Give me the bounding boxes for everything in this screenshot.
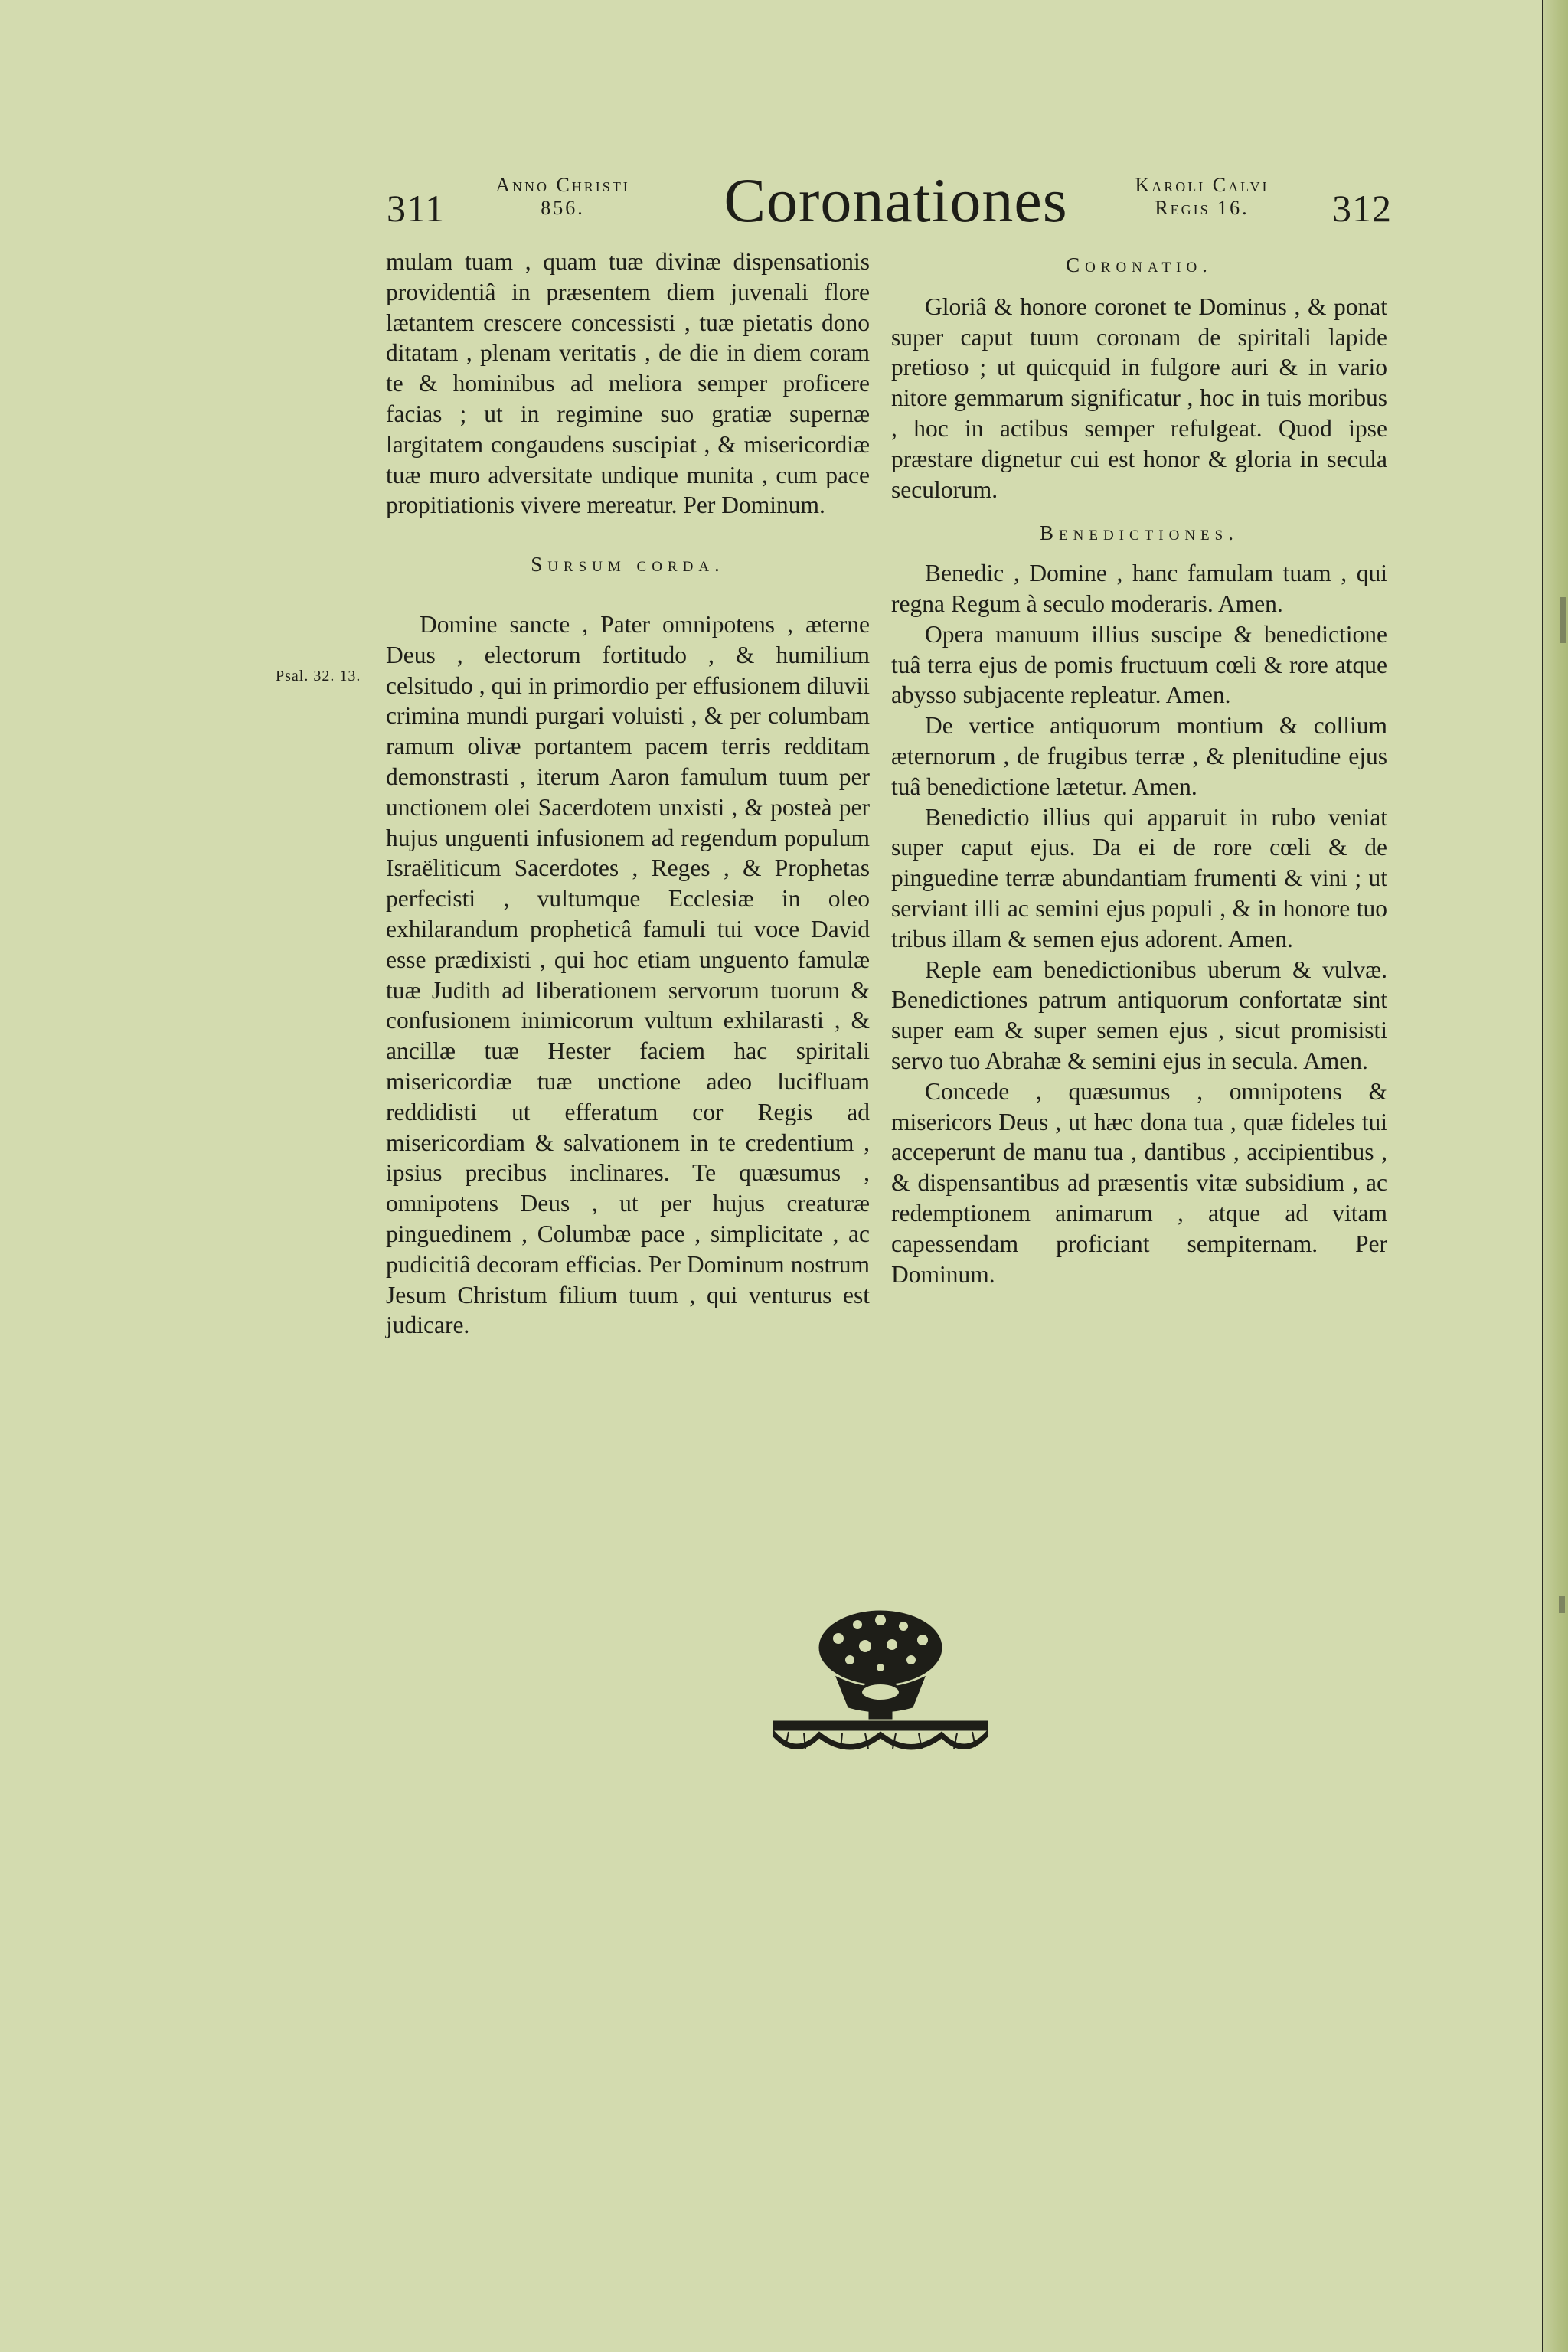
prayer-paragraph: Domine sancte , Pater omnipotens , æterne Deus , electorum fortitudo , & humilium celsitudo , qui in primordio per effusionem diluvii crimina mundi purgari voluisti , & per columbam ramum olivæ portantem pacem terris redditam demonstrasti , iterum Aaron famulum tuum per unctionem olei Sacerdotem unxisti , & posteà per hujus unguenti infusionem ad regendum populum Israëliticum Sacerdotes , Reges , & Prophetas perfecisti , vultumque Ecclesiæ in oleo exhilarandum propheticâ famuli tui voce David esse prædixisti , qui hoc etiam unguento famulæ tuæ Judith ad liberationem servorum tuorum & confusionem inimicorum vultum exhilarasti , & ancillæ tuæ Hester faciem hac spiritali misericordiæ tuæ unctione adeo lucifluam reddidisti ut efferatum cor Regis ad misericordiam & salvationem in te credentium , ipsius precibus inclinares. Te quæsumus , omnipotens Deus , ut per hujus creaturæ pinguedinem , Columbæ pace , simplicitate , ac pudicitiâ decoram efficias. Per Dominum nostrum Jesum Christum filium tuum , qui venturus est judicare. [386, 610, 870, 1339]
header-year: 856. [541, 197, 585, 219]
section-heading-text: Coronatio. [1066, 253, 1213, 276]
benediction-paragraph: Benedictio illius qui apparuit in rubo veniat super caput ejus. Da ei de rore cœli & de pinguedine terræ abundantiam frumenti & vini ; ut serviant illi ac semini ejus populi , & in honore tuo tribus illam & semen ejus adorent. Amen. [891, 803, 1387, 952]
header-year-label: Anno Christi [495, 174, 630, 196]
edge-mark [1559, 1596, 1565, 1613]
right-column [891, 250, 1387, 1289]
page-number-right: 312 [1332, 187, 1392, 230]
benediction-paragraph: Reple eam benedictionibus uberum & vulvæ. Benedictiones patrum antiquorum confortatæ sint super eam & super semen ejus , sicut promisisti servo tuo Abrahæ & semini ejus in secula. Amen. [891, 956, 1387, 1074]
benediction-paragraph: De vertice antiquorum montium & collium æternorum , de frugibus terræ , & plenitudine ejus tuâ benedictione lætetur. Amen. [891, 712, 1387, 800]
header-regnal-year: Regis 16. [1155, 197, 1250, 219]
benediction-paragraph: Opera manuum illius suscipe & benedictione tuâ terra ejus de pomis fructuum cœli & rore atque abysso subjacente repleatur. Amen. [891, 620, 1387, 709]
margin-note: Psal. 32. 13. [276, 668, 361, 684]
header-reign-block [1102, 174, 1302, 220]
benediction-paragraph: Benedic , Domine , hanc famulam tuam , qui regna Regum à seculo moderaris. Amen. [891, 560, 1387, 617]
continuation-paragraph: mulam tuam , quam tuæ divinæ dispensationis providentiâ in præsentem diem juvenali flore lætantem crescere concessisti , tuæ pietatis dono ditatam , plenam veritatis , de die in diem coram te & hominibus ad meliora semper proficere facias ; ut in regimine suo gratiæ supernæ largitatem congaudens suscipiat , & misericordiæ tuæ muro adversitate undique munita , cum pace propitiationis vivere mereatur. Per Dominum. [386, 248, 870, 519]
fruit-basket-ornament-icon [766, 1600, 995, 1761]
coronatio-paragraph: Gloriâ & honore coronet te Dominus , & ponat super caput tuum coronam de spiritali lapide pretioso ; ut quicquid in fulgore auri & in vario nitore gemmarum significatur , hoc in tuis moribus , hoc in actibus semper refulgeat. Quod ipse præstare dignetur cui est honor & gloria in secula seculorum. [891, 292, 1387, 503]
section-heading-coronatio [891, 250, 1387, 281]
section-heading-text: Sursum corda. [531, 553, 725, 577]
section-heading-benedictiones [891, 518, 1387, 549]
section-heading-text: Benedictiones. [1040, 521, 1239, 545]
header-year-block [475, 174, 651, 220]
edge-mark [1560, 597, 1566, 643]
page-number-left: 311 [387, 187, 446, 230]
section-heading-sursum [386, 550, 870, 580]
benediction-paragraph: Concede , quæsumus , omnipotens & misericors Deus , ut hæc dona tua , quæ fideles tui acceperunt de manu tua , dantibus , accipientibus , & dispensantibus ad præsentis vitæ subsidium , ac redemptionem animarum , atque ad vitam capessendam proficiant sempiternam. Per Dominum. [891, 1077, 1387, 1288]
left-column [386, 247, 870, 1341]
running-title: Coronationes [724, 165, 1068, 235]
header-king: Karoli Calvi [1135, 174, 1269, 196]
page-header [383, 165, 1393, 234]
page-edge [1542, 0, 1568, 2352]
